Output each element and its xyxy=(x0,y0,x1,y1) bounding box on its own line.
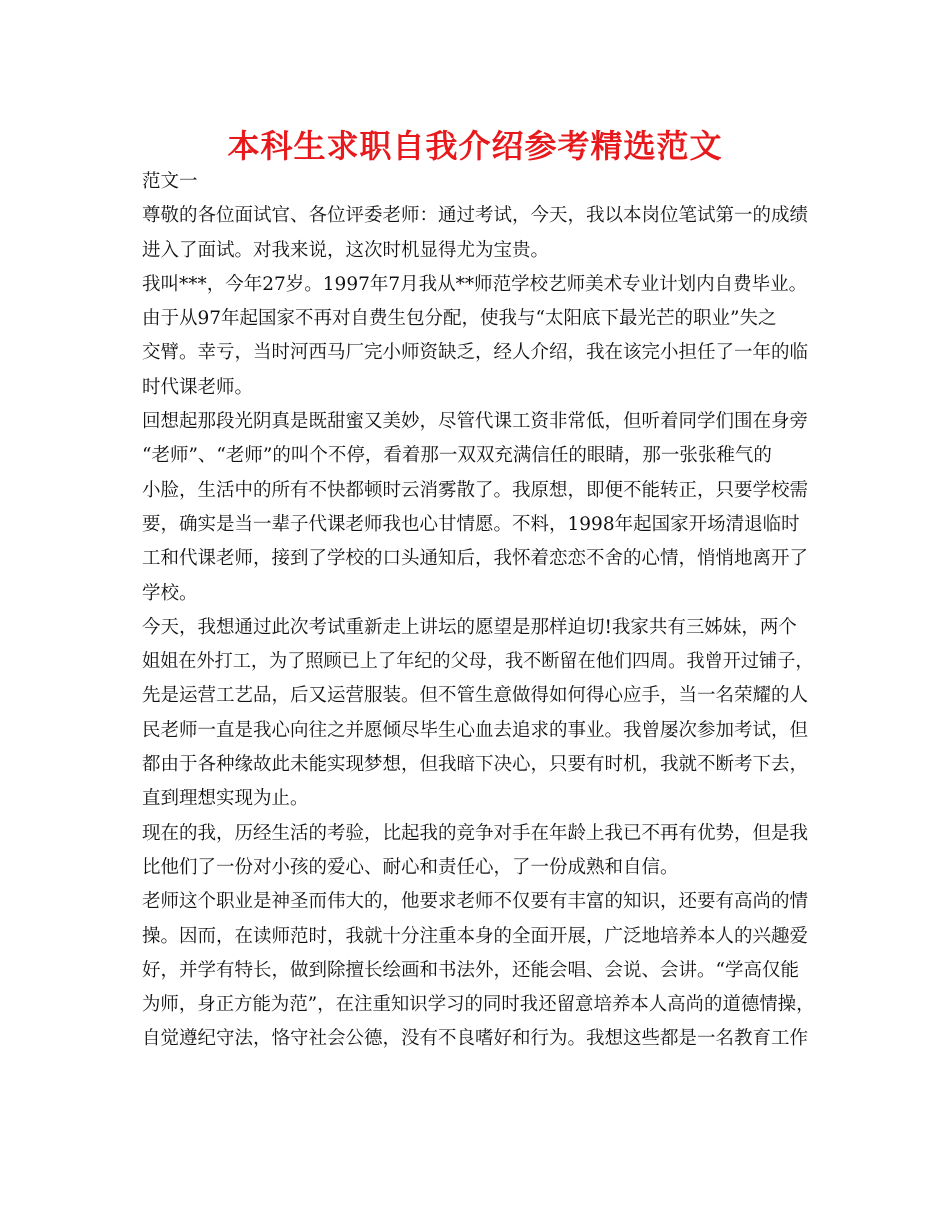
text-line: 范文一 xyxy=(142,171,198,192)
text-line: 交臂。幸亏，当时河西马厂完小师资缺乏，经人介绍，我在该完小担任了一年的临 xyxy=(142,342,809,364)
text-line: 学校。 xyxy=(142,582,198,604)
text-line: 回想起那段光阴真是既甜蜜又美妙，尽管代课工资非常低，但听着同学们围在身旁 xyxy=(142,411,809,433)
text-line: 先是运营工艺品，后又运营服装。但不管生意做得如何得心应手，当一名荣耀的人 xyxy=(142,685,809,707)
text-line: 老师这个职业是神圣而伟大的，他要求老师不仅要有丰富的知识，还要有高尚的情 xyxy=(142,891,809,913)
text-line: 民老师一直是我心向往之并愿倾尽毕生心血去追求的事业。我曾屡次参加考试，但 xyxy=(142,719,809,741)
document-body xyxy=(142,165,814,1057)
text-line: 由于从97年起国家不再对自费生包分配，使我与“太阳底下最光芒的职业”失之 xyxy=(142,308,777,330)
text-line: 小脸，生活中的所有不快都顿时云消雾散了。我原想，即便不能转正，只要学校需 xyxy=(142,479,809,501)
text-line: “老师”、“老师”的叫个不停，看着那一双双充满信任的眼睛，那一张张稚气的 xyxy=(142,445,772,467)
text-line: 好，并学有特长，做到除擅长绘画和书法外，还能会唱、会说、会讲。“学高仅能 xyxy=(142,959,799,981)
text-line: 自觉遵纪守法，恪守社会公德，没有不良嗜好和行为。我想这些都是一名教育工作 xyxy=(142,1028,809,1050)
text-line: 工和代课老师，接到了学校的口头通知后，我怀着恋恋不舍的心情，悄悄地离开了 xyxy=(142,548,809,570)
text-line: 比他们了一份对小孩的爱心、耐心和责任心，了一份成熟和自信。 xyxy=(142,856,679,878)
document-title: 本科生求职自我介绍参考精选范文 xyxy=(227,127,723,165)
text-line: 姐姐在外打工，为了照顾已上了年纪的父母，我不断留在他们四周。我曾开过铺子， xyxy=(142,651,814,673)
text-line: 要，确实是当一辈子代课老师我也心甘情愿。不料，1998年起国家开场清退临时 xyxy=(142,513,800,535)
text-line: 操。因而，在读师范时，我就十分注重本身的全面开展，广泛地培养本人的兴趣爱 xyxy=(142,925,809,947)
text-line: 为师，身正方能为范”，在注重知识学习的同时我还留意培养本人高尚的道德情操， xyxy=(142,994,815,1016)
text-line: 直到理想实现为止。 xyxy=(142,788,309,810)
text-line: 今天，我想通过此次考试重新走上讲坛的愿望是那样迫切!我家共有三姊妹，两个 xyxy=(142,616,797,638)
text-line: 尊敬的各位面试官、各位评委老师：通过考试，今天，我以本岗位笔试第一的成绩 xyxy=(142,205,809,227)
text-line: 我叫***，今年27岁。1997年7月我从**师范学校艺师美术专业计划内自费毕业。 xyxy=(142,273,808,295)
text-line: 都由于各种缘故此未能实现梦想，但我暗下决心，只要有时机，我就不断考下去， xyxy=(142,754,809,776)
text-line: 时代课老师。 xyxy=(142,376,254,398)
text-line: 现在的我，历经生活的考验，比起我的竞争对手在年龄上我已不再有优势，但是我 xyxy=(142,822,809,844)
text-line: 进入了面试。对我来说，这次时机显得尤为宝贵。 xyxy=(142,239,550,261)
